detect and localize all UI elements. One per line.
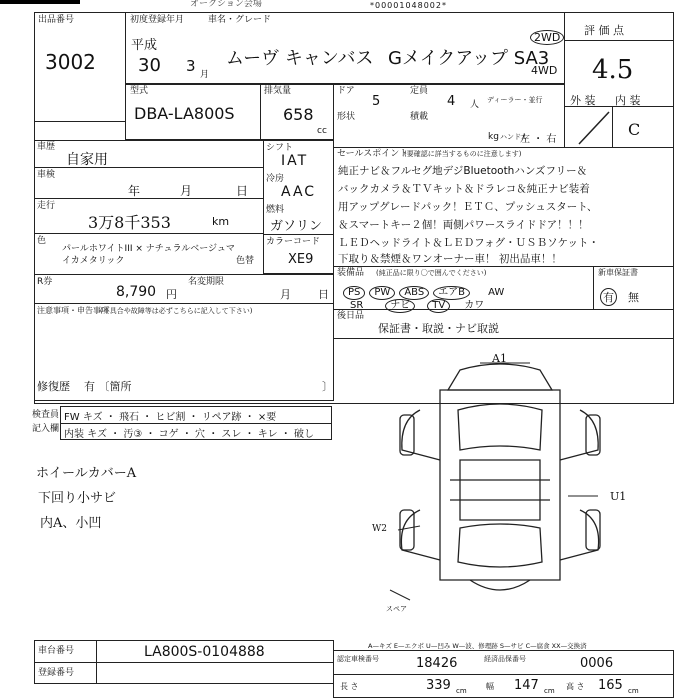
hand-note-3: 内A、小凹 <box>40 516 102 531</box>
recycle-value: 8,790 <box>116 284 157 300</box>
shape-label: 形状 <box>337 112 356 122</box>
dealer-label: ディーラー・並行 <box>487 96 543 104</box>
rear-value: 保証書・取説・ナビ取説 <box>378 322 499 335</box>
diagram-mark-top: A1 <box>492 352 507 365</box>
car-name: ムーヴ キャンバス <box>226 48 374 69</box>
mileage-unit: km <box>212 215 230 228</box>
notes-box <box>34 303 334 401</box>
diagram-spare-label: スペア <box>386 605 407 613</box>
name-change-day: 日 <box>318 288 329 301</box>
inspection-month: 月 <box>180 184 193 198</box>
check-row-2: 内装 キズ ・ 汚③ ・ コゲ ・ 穴 ・ スレ ・ キレ ・ 破し <box>64 429 314 440</box>
disp-value: 658 <box>283 105 314 124</box>
fuel-value: ガソリン <box>270 219 323 234</box>
handle-label: ハンドル <box>500 133 528 141</box>
height-unit: cm <box>628 687 639 695</box>
equip-pw: PW <box>369 286 395 300</box>
registration-label: 登録番号 <box>38 668 75 678</box>
sales-line-5: ＬＥＤヘッドライト＆ＬＥＤフォグ・ＵＳＢソケット・ <box>338 237 600 249</box>
manual-no: 無 <box>628 291 639 304</box>
equip-navi: ナビ <box>385 299 415 313</box>
check-row-1: FW キズ ・ 飛石 ・ ヒビ割 ・ リペア跡 ・ ×要 <box>64 412 277 423</box>
name-change-month: 月 <box>280 288 291 301</box>
car-name-label: 車名・グレード <box>208 15 272 25</box>
car-grade: Gメイクアップ SA3 <box>388 48 550 69</box>
sales-line-1: 純正ナビ＆フルセグ地デジBluetoothハンズフリー＆ <box>338 165 588 177</box>
height-value: 165 <box>598 678 623 693</box>
shift-value: IAT <box>281 153 309 169</box>
equip-leather: カワ <box>464 300 485 311</box>
repair-label: 修復歴 <box>37 380 70 393</box>
mileage-label: 走行 <box>37 201 56 211</box>
height-label: 高 さ <box>566 682 585 691</box>
length-unit: cm <box>456 687 467 695</box>
diagram-mark-right: U1 <box>610 490 627 503</box>
length-value: 339 <box>426 678 451 693</box>
score-label: 評 価 点 <box>584 24 624 37</box>
shift-label: シフト <box>266 143 294 153</box>
width-value: 147 <box>514 678 539 693</box>
lot-label: 出品番号 <box>38 15 75 25</box>
rear-label: 後日品 <box>337 311 365 321</box>
drive-4wd: 4WD <box>531 64 558 77</box>
model-value: DBA-LA800S <box>134 104 235 123</box>
history-value: 自家用 <box>66 152 108 168</box>
int-value: C <box>628 120 641 139</box>
color-change-label: 色替 <box>236 256 255 266</box>
score-value: 4.5 <box>592 55 634 85</box>
recycle-unit: 円 <box>166 288 177 301</box>
loading-unit: kg <box>488 132 499 142</box>
top-black-bar <box>0 0 80 4</box>
equip-label: 装備品 <box>337 268 365 278</box>
int-label: 内 装 <box>615 94 641 107</box>
manual-yes: 有 <box>600 288 617 306</box>
equip-sr: SR <box>350 300 364 311</box>
colorcode-label: カラーコード <box>266 237 321 247</box>
equip-abs: ABS <box>399 286 429 300</box>
sales-line-6: 下取り＆禁煙＆ワンオーナー車！ 初出品車！！ <box>338 253 562 265</box>
recycle-label: R券 <box>37 277 53 287</box>
reg-label: 初度登録年月 <box>130 15 185 25</box>
ext-slash-mark <box>575 108 615 148</box>
colorcode-value: XE9 <box>288 252 314 267</box>
top-serial: *00001048002* <box>370 1 447 10</box>
history-label: 車歴 <box>37 142 56 152</box>
color-line1: パールホワイトIII × ナチュラルベージュマ <box>62 244 235 254</box>
doors-label: ドア <box>337 86 355 96</box>
equip-ps: PS <box>343 286 365 300</box>
notes-label: 注意事項・申告事項 <box>37 306 109 315</box>
width-unit: cm <box>544 687 555 695</box>
aisys-value: 18426 <box>416 656 458 671</box>
reg-era: 平成 <box>131 38 158 53</box>
fuel-label: 燃料 <box>266 205 285 215</box>
diagram-mark-left: W2 <box>372 524 387 534</box>
capacity-value: 4 <box>447 94 456 109</box>
color-line2: イカメタリック <box>62 256 125 266</box>
car-damage-diagram <box>370 350 630 620</box>
check-label-1: 検査員 <box>32 410 60 420</box>
equip-note: (純正品に限り〇で囲んでください) <box>376 269 487 277</box>
reg-month-unit: 月 <box>200 70 210 80</box>
lot-value: 3002 <box>45 50 96 74</box>
reg-month: 3 <box>186 57 196 75</box>
handle-options: 左 ・ 右 <box>520 134 557 145</box>
equip-airbag: エアB <box>433 286 470 300</box>
length-label: 長 さ <box>340 682 359 691</box>
chassis-label: 車台番号 <box>38 646 75 656</box>
equip-tv: TV <box>427 299 450 313</box>
inspection-day: 日 <box>236 184 249 198</box>
damage-legend: A—キズ E—エクボ U—凹み W—波、修理跡 S—サビ C—腐食 XX—交換済 <box>368 642 587 650</box>
reg-year: 30 <box>138 55 161 76</box>
hand-note-2: 下回り小サビ <box>38 491 117 506</box>
sales-line-2: バックカメラ＆ＴＶキット＆ドラレコ＆純正ナビ装着 <box>338 183 590 195</box>
color-box <box>34 233 264 275</box>
doors-value: 5 <box>372 94 381 109</box>
aisys-label: 認定車検番号 <box>337 655 379 663</box>
inspection-label: 車検 <box>37 170 56 180</box>
sales-line-4: ＆スマートキー２個！両側パワースライドドア！！！ <box>338 219 589 231</box>
ac-value: AAC <box>281 184 317 200</box>
check-label-2: 記入欄 <box>32 424 60 434</box>
inspection-year: 年 <box>128 184 141 198</box>
model-label: 型式 <box>130 86 149 96</box>
loading-label: 積載 <box>410 112 429 122</box>
color-label: 色 <box>37 236 47 246</box>
notes-note: (不具合や故障等は必ずこちらに記入して下さい) <box>100 307 253 315</box>
capacity-unit: 人 <box>470 100 480 110</box>
sub-label: 経済品保番号 <box>484 655 526 663</box>
sales-line-3: 用アップグレードパック！ＥＴＣ、プッシュスタート、 <box>338 201 598 213</box>
capacity-label: 定員 <box>410 86 429 96</box>
equip-aw: AW <box>488 287 505 298</box>
disp-unit: cc <box>317 126 327 136</box>
repair-value: 有 〔箇所 <box>84 380 132 393</box>
sub-value: 0006 <box>580 656 614 671</box>
hand-note-1: ホイールカバーA <box>36 466 137 481</box>
name-change-label: 名変期限 <box>188 277 225 287</box>
ext-label: 外 装 <box>570 94 596 107</box>
manual-label: 新車保証書 <box>598 268 638 277</box>
disp-label: 排気量 <box>264 86 292 96</box>
chassis-value: LA800S-0104888 <box>144 644 265 660</box>
ac-label: 冷房 <box>266 174 285 184</box>
inspection-box <box>34 167 264 199</box>
repair-close: 〕 <box>322 380 333 393</box>
score-divider <box>564 40 674 41</box>
top-header-text: オークション会場 <box>190 0 262 9</box>
sales-note: (要確認に詳当するものに注意します) <box>404 150 522 158</box>
drive-2wd: 2WD <box>530 30 564 45</box>
width-label: 幅 <box>486 682 494 691</box>
mileage-value: 3万8千353 <box>88 213 171 232</box>
sales-label: セールスポイント <box>337 149 409 159</box>
